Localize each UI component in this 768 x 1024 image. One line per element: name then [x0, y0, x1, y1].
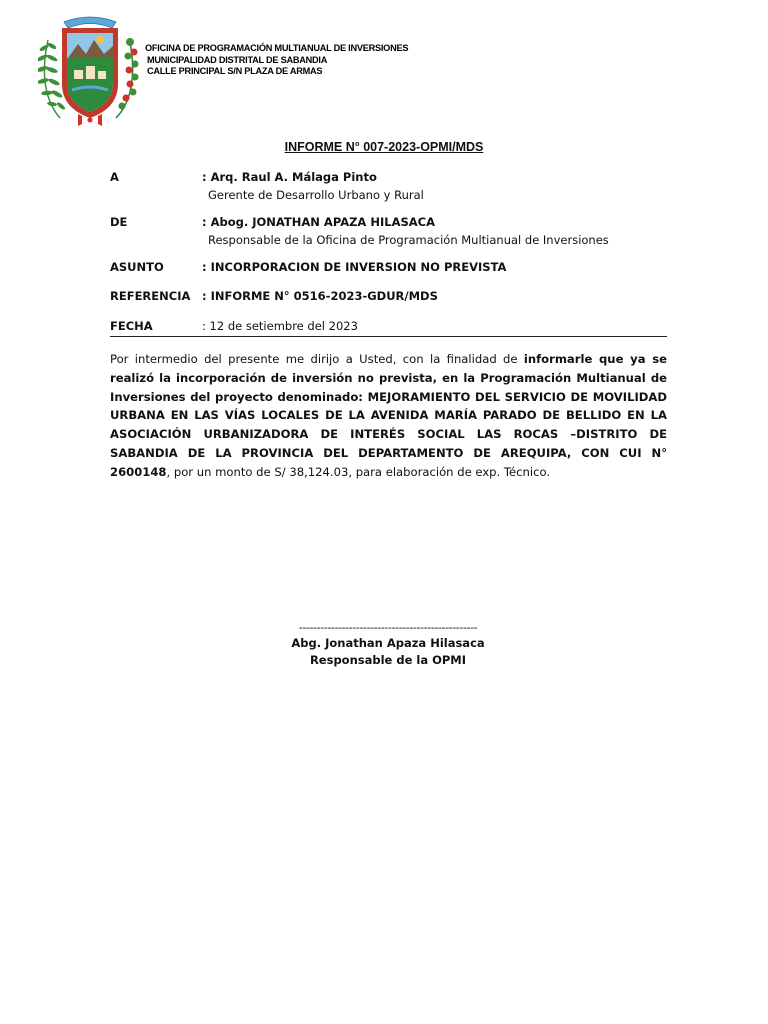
body-paragraph	[110, 350, 667, 482]
date-value: : 12 de setiembre del 2023	[202, 319, 358, 333]
subject-value: : INCORPORACION DE INVERSION NO PREVISTA	[202, 260, 507, 274]
org-municipality-name: MUNICIPALIDAD DISTRITAL DE SABANDIA	[147, 54, 328, 65]
to-name: : Arq. Raul A. Málaga Pinto	[202, 170, 377, 184]
subject-label: ASUNTO	[110, 260, 164, 274]
from-label: DE	[110, 215, 128, 229]
body-highlight: informarle que ya se realizó la incorporación de inversión no prevista, en la Programación Multianual de Inversiones del proyecto denominado: MEJORAMIENTO DEL SERVICIO DE MOVILIDAD URBANA EN LAS VÍAS LOCALES DE LA AVENIDA MARÍA PARADO DE BELLIDO EN LA ASOCIACIÓN URBANIZADORA DE INTERÉS SOCIAL LAS ROCAS –DISTRITO DE SABANDIA DE LA PROVINCIA DEL DEPARTAMENTO DE AREQUIPA, CON CUI N° 2600148	[110, 352, 667, 479]
body-closing: , por un monto de S/ 38,124.03, para elaboración de exp. Técnico.	[166, 464, 551, 479]
shield	[62, 28, 118, 118]
reference-value: : INFORME N° 0516-2023-GDUR/MDS	[202, 289, 438, 303]
from-role: Responsable de la Oficina de Programación Multianual de Inversiones	[208, 233, 609, 247]
fern-branch	[38, 40, 66, 118]
ribbon	[64, 17, 116, 28]
org-office-name: OFICINA DE PROGRAMACIÓN MULTIANUAL DE INVERSIONES	[145, 43, 409, 53]
from-name: : Abog. JONATHAN APAZA HILASACA	[202, 215, 435, 229]
municipal-coat-of-arms	[38, 14, 142, 130]
berry-branch	[116, 38, 139, 118]
to-label: A	[110, 170, 119, 184]
signature-block	[0, 620, 768, 668]
signer-role: Responsable de la OPMI	[309, 652, 467, 667]
signature-line: --------------------------------------------------	[298, 621, 478, 634]
reference-label: REFERENCIA	[110, 289, 191, 303]
org-address: CALLE PRINCIPAL S/N PLAZA DE ARMAS	[147, 66, 323, 76]
signer-name: Abg. Jonathan Apaza Hilasaca	[291, 636, 485, 650]
header-divider	[110, 336, 667, 337]
body-intro: Por intermedio del presente me dirijo a Usted, con la finalidad de	[110, 352, 524, 366]
document-title: INFORME N° 007-2023-OPMI/MDS	[284, 140, 484, 154]
to-role: Gerente de Desarrollo Urbano y Rural	[208, 188, 424, 202]
organization-header	[145, 43, 408, 78]
date-label: FECHA	[110, 319, 153, 333]
